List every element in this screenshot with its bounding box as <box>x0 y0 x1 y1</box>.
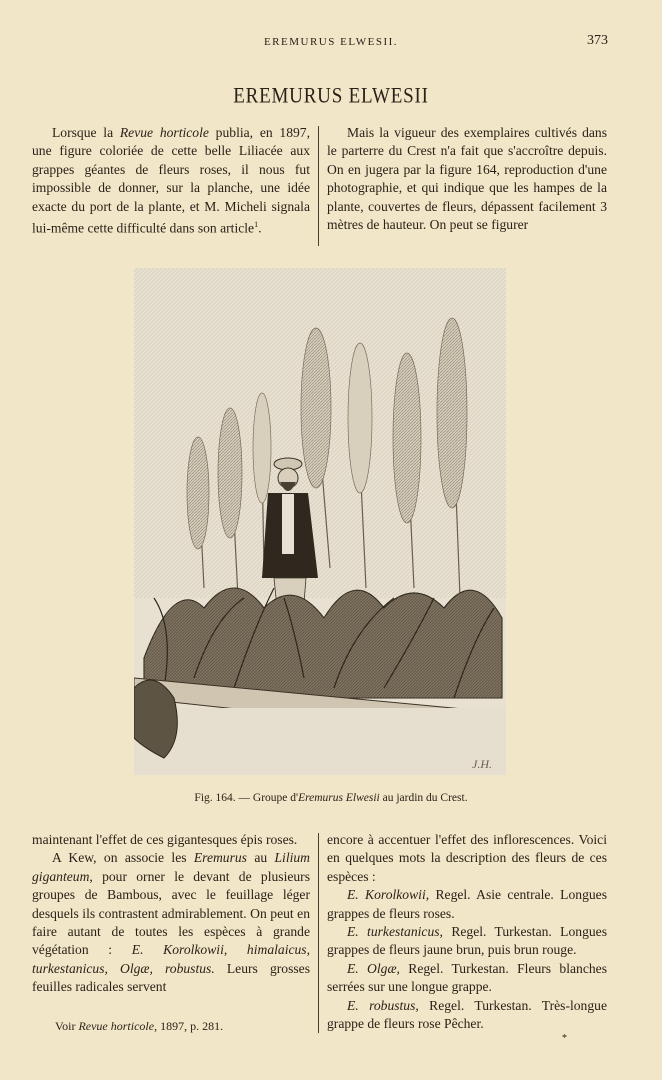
effect-paragraph: maintenant l'effet de ces gigantesques épis roses. <box>32 832 298 847</box>
caption-suffix: au jardin du Crest. <box>379 792 468 804</box>
vigour-paragraph: Mais la vigueur des exemplaires cultivés dans le parterre du Crest n'a fait que s'accroître depuis. On en jugera par la figure 164, reproduction d'une photographie, et qui indique que les hampes de la plante, couvertes de fleurs, dépassent facilement 3 mètres de hauteur. On peut se figurer <box>327 125 607 233</box>
footnote-ref: 1 <box>254 220 259 230</box>
figure-caption <box>0 792 662 804</box>
column-divider-bottom <box>318 833 319 1033</box>
footnote-suffix: 1897, p. 281. <box>157 1019 224 1033</box>
species-robustus <box>327 997 607 1034</box>
end-mark: * <box>562 1033 567 1044</box>
footnote <box>55 1019 223 1034</box>
eremurus-engraving <box>134 268 506 775</box>
species-name: E. robustus, <box>347 997 419 1013</box>
kew-text-3: , pour orner le devant de plusieurs groupes de Bambous, avec le feuillage léger desquels ils contrastent admirablement. On peut en faire autant de toutes les espèces à grande végétation : <box>32 868 310 958</box>
page-number: 373 <box>587 33 608 48</box>
species-description: Regel. Turkestan. Très-longue grappe de fleurs rose Pêcher. <box>327 997 607 1032</box>
intro-paragraph <box>32 124 310 238</box>
journal-name: Revue horticole <box>119 125 209 140</box>
species-description: Regel. Turkestan. Longues grappes de fleurs jaune brun, puis brun rouge. <box>327 924 607 958</box>
kew-text-4: Leurs grosses feuilles radicales servent <box>32 960 310 995</box>
species-description: Regel. Turkestan. Fleurs blanches serrées sur une longue grappe. <box>327 960 607 995</box>
intro-period: . <box>258 220 262 236</box>
article-title: EREMURUS ELWESII <box>233 84 429 109</box>
footnote-prefix: Voir <box>55 1019 79 1033</box>
genus-eremurus: Eremurus <box>193 850 247 866</box>
top-left-column <box>32 124 310 238</box>
kew-text-2: au <box>246 850 275 866</box>
species-name: E. Olgæ, <box>347 960 400 976</box>
species-name: E. Korolkowii, <box>347 887 430 903</box>
footnote-journal: Revue horticole, <box>78 1019 158 1033</box>
species-list: E. Korolkowii, himalaicus, turkestanicus, Olgæ, robustus. <box>32 942 310 976</box>
caption-species: Eremurus Elwesii <box>298 792 380 804</box>
lilium-giganteum: Lilium giganteum <box>32 850 310 884</box>
top-right-column <box>327 124 607 234</box>
species-olgae <box>327 960 607 997</box>
kew-paragraph <box>32 849 310 996</box>
engraver-signature: J.H. <box>472 757 492 771</box>
species-description: Regel. Asie centrale. Longues grappes de fleurs roses. <box>327 887 607 921</box>
intro-text-2: publia, en 1897, une figure coloriée de cette belle Liliacée aux grappes géantes de fleurs roses, il nous fut impossible de donner, sur la planche, une idée exacte du port de la plante, et M. Micheli signala lui-même cette difficulté dans son article <box>32 125 310 236</box>
engraving-illustration <box>134 268 506 775</box>
species-name: E. turkestanicus, <box>347 924 443 940</box>
column-divider-top <box>318 126 319 246</box>
bottom-right-column <box>327 831 607 1033</box>
species-turkestanicus <box>327 923 607 960</box>
species-korolkowii <box>327 886 607 923</box>
caption-prefix: Fig. 164. — Groupe d' <box>194 792 299 804</box>
intro-text-1: Lorsque la <box>52 125 120 140</box>
description-intro: encore à accentuer l'effet des inflorescences. Voici en quelques mots la description des fleurs de ces espèces : <box>327 832 607 884</box>
running-head: EREMURUS ELWESII. <box>263 36 399 48</box>
kew-text-1: A Kew, on associe les <box>52 850 194 866</box>
bottom-left-column <box>32 831 310 997</box>
